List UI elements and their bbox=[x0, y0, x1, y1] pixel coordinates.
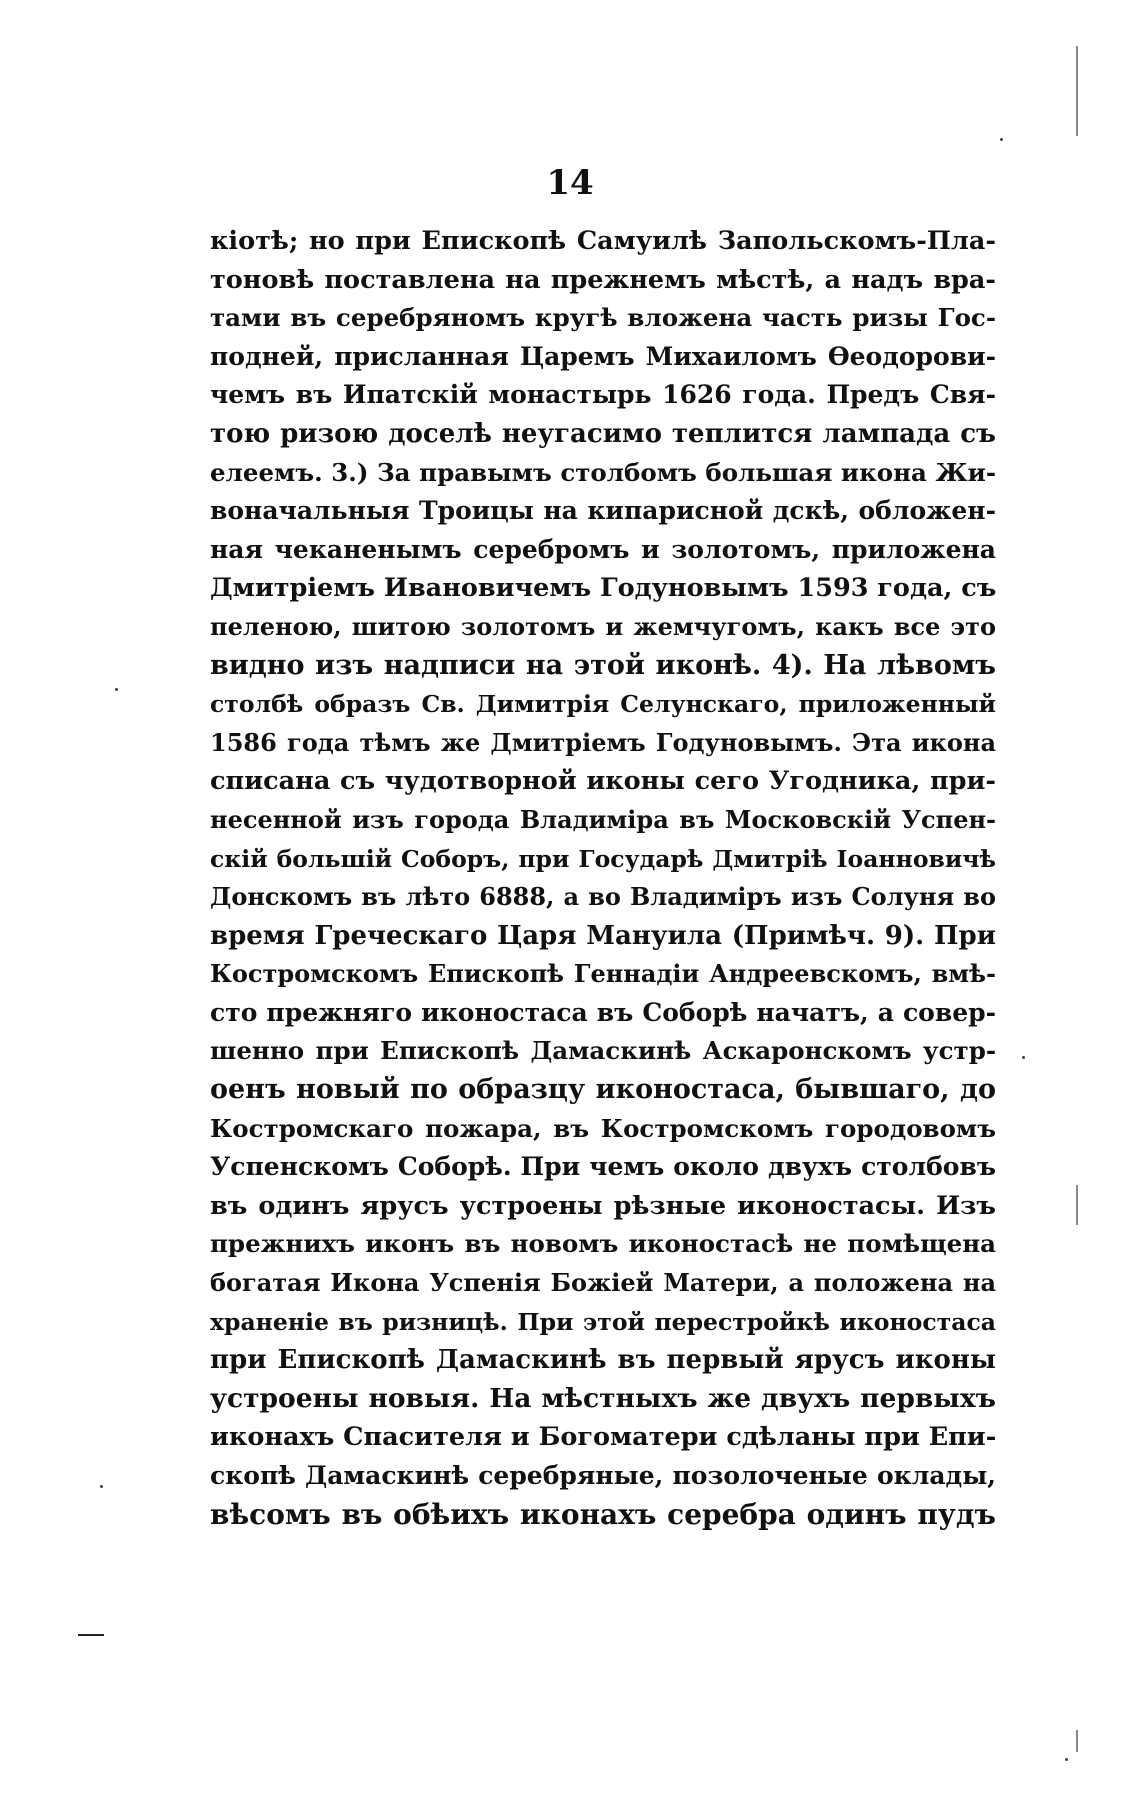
text-line: ная чеканенымъ серебромъ и золотомъ, приложена bbox=[210, 534, 996, 564]
text-line: несенной изъ города Владиміра въ Московскій Успен- bbox=[210, 804, 996, 834]
text-line: время Греческаго Царя Мануила (Примѣч. 9). При bbox=[210, 920, 996, 951]
text-line: пеленою, шитою золотомъ и жемчугомъ, какъ все это bbox=[210, 611, 996, 641]
text-line: храненіе въ ризницѣ. При этой перестройкѣ иконостаса bbox=[210, 1307, 996, 1336]
text-line: Дмитріемъ Ивановичемъ Годуновымъ 1593 года, съ bbox=[210, 573, 996, 604]
text-line: Донскомъ въ лѣто 6888, а во Владиміръ изъ Солуня во bbox=[210, 882, 996, 912]
text-line: Успенскомъ Соборѣ. При чемъ около двухъ столбовъ bbox=[210, 1152, 996, 1182]
scan-speck bbox=[100, 1485, 103, 1488]
text-line: тоновѣ поставлена на прежнемъ мѣстѣ, а надъ вра- bbox=[210, 264, 996, 295]
text-line: воначальныя Троицы на кипарисной дскѣ, обложен- bbox=[210, 496, 996, 526]
text-line: кіотѣ; но при Епископѣ Самуилѣ Запольскомъ-Пла- bbox=[210, 226, 996, 256]
text-line: скій большій Соборъ, при Государѣ Дмитріѣ Іоанновичѣ bbox=[210, 844, 996, 873]
body-text bbox=[210, 222, 996, 1534]
text-line: иконахъ Спасителя и Богоматери сдѣланы при Епи- bbox=[210, 1422, 996, 1453]
text-line: 1586 года тѣмъ же Дмитріемъ Годуновымъ. Эта икона bbox=[210, 727, 996, 757]
scan-edge-mark bbox=[1076, 1730, 1078, 1752]
text-line: при Епископѣ Дамаскинѣ въ первый ярусъ иконы bbox=[210, 1345, 996, 1376]
text-line: шенно при Епископѣ Дамаскинѣ Аскаронскомъ устр- bbox=[210, 1036, 996, 1066]
text-line: подней, присланная Царемъ Михаиломъ Ѳеодорови- bbox=[210, 341, 996, 371]
scan-speck bbox=[115, 688, 118, 691]
scan-margin-rule bbox=[78, 1634, 104, 1636]
text-line: сто прежняго иконостаса въ Соборѣ начатъ, а совер- bbox=[210, 997, 996, 1027]
text-line: столбѣ образъ Св. Димитрія Селунскаго, приложенный bbox=[210, 690, 996, 719]
text-line: тами въ серебряномъ кругѣ вложена часть ризы Гос- bbox=[210, 303, 996, 333]
text-line: вѣсомъ въ обѣихъ иконахъ серебра одинъ пудъ bbox=[210, 1497, 996, 1531]
scan-speck bbox=[1000, 138, 1003, 141]
text-line: списана съ чудотворной иконы сего Угодника, при- bbox=[210, 766, 996, 797]
text-line: Костромскаго пожара, въ Костромскомъ городовомъ bbox=[210, 1113, 996, 1143]
text-line: богатая Икона Успенія Божіей Матери, а положена на bbox=[210, 1268, 996, 1298]
text-line: въ одинъ ярусъ устроены рѣзные иконостасы. Изъ bbox=[210, 1190, 996, 1221]
text-line: прежнихъ иконъ въ новомъ иконостасѣ не помѣщена bbox=[210, 1229, 996, 1259]
text-line: оенъ новый по образцу иконостаса, бывшаго, до bbox=[210, 1074, 996, 1106]
text-line: тою ризою доселѣ неугасимо теплится лампада съ bbox=[210, 418, 996, 449]
text-line: Костромскомъ Епископѣ Геннадіи Андреевскомъ, вмѣ- bbox=[210, 959, 996, 989]
scan-speck bbox=[1065, 1758, 1068, 1761]
scan-edge-mark bbox=[1076, 46, 1078, 136]
scan-edge-mark bbox=[1076, 1185, 1078, 1225]
text-line: устроены новыя. На мѣстныхъ же двухъ первыхъ bbox=[210, 1382, 996, 1414]
text-line: видно изъ надписи на этой иконѣ. 4). На лѣвомъ bbox=[210, 649, 996, 681]
text-line: скопѣ Дамаскинѣ серебряные, позолоченые оклады, bbox=[210, 1461, 996, 1490]
text-line: елеемъ. 3.) За правымъ столбомъ большая икона Жи- bbox=[210, 457, 996, 487]
scan-speck bbox=[1022, 1056, 1025, 1059]
page-number: 14 bbox=[546, 163, 594, 203]
text-line: чемъ въ Ипатскій монастырь 1626 года. Предъ Свя- bbox=[210, 380, 996, 410]
